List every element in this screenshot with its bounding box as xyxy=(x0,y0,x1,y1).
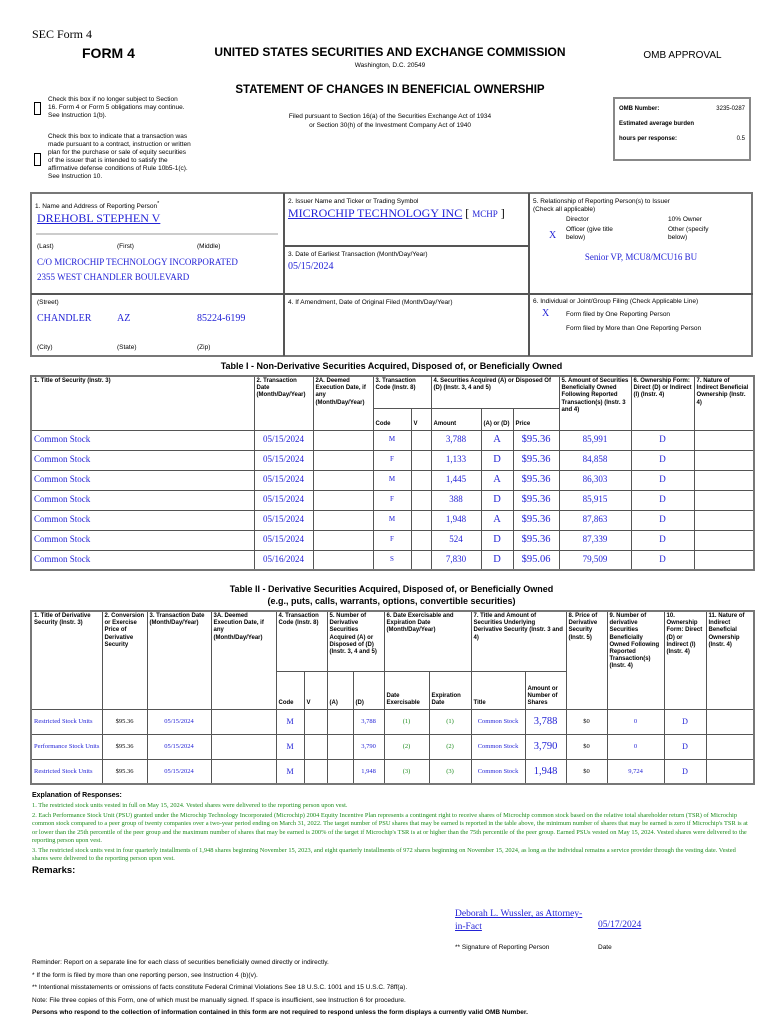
column-header: 2. Conversion or Exercise Price of Derivative Security xyxy=(102,611,147,709)
omb-hours-label: hours per response: xyxy=(619,136,678,142)
cell[interactable]: Restricted Stock Units xyxy=(31,709,102,734)
cell[interactable]: Common Stock xyxy=(31,510,254,530)
explanation-title: Explanation of Responses: xyxy=(32,792,122,799)
cell xyxy=(706,759,754,784)
column-header: Price xyxy=(513,408,559,430)
cell: D xyxy=(664,759,706,784)
cell: D xyxy=(481,530,513,550)
cell: D xyxy=(631,490,694,510)
cell: 05/15/2024 xyxy=(254,450,313,470)
cell xyxy=(411,470,431,490)
cell xyxy=(706,709,754,734)
column-header: Expiration Date xyxy=(429,671,471,709)
filed-line-1: Filed pursuant to Section 16(a) of the Securities Exchange Act of 1934 xyxy=(288,113,492,120)
rule-10b5-text: Check this box to indicate that a transaction was made pursuant to a contract, instruction or written plan for the purchase or sale of equity securities of the issuer that is intended to satisfy the affirmative defense conditions of Rule 10b5-1(c). See Instruction 10. xyxy=(48,133,191,180)
cell: M xyxy=(373,430,411,450)
form-number: FORM 4 xyxy=(82,45,135,61)
zip-label: (Zip) xyxy=(197,344,211,351)
cell: 1,948 xyxy=(525,759,566,784)
cell: M xyxy=(373,510,411,530)
cell: 9,724 xyxy=(607,759,664,784)
box2-label: 2. Issuer Name and Ticker or Trading Symbol xyxy=(288,198,419,205)
cell: 05/15/2024 xyxy=(254,470,313,490)
cell: $95.36 xyxy=(513,510,559,530)
cell: 3,788 xyxy=(525,709,566,734)
box1-label: 1. Name and Address of Reporting Person* xyxy=(35,201,160,211)
sec-form-label: SEC Form 4 xyxy=(32,27,93,41)
cell: F xyxy=(373,490,411,510)
cell: 3,790 xyxy=(525,734,566,759)
cell xyxy=(411,510,431,530)
cell: M xyxy=(276,734,304,759)
cell: $95.36 xyxy=(102,734,147,759)
cell: D xyxy=(664,709,706,734)
cell xyxy=(304,759,327,784)
column-header: Amount or Number of Shares xyxy=(525,671,566,709)
signature-link[interactable]: Deborah L. Wussler, as Attorney-in-Fact xyxy=(455,909,583,932)
cell: 524 xyxy=(431,530,481,550)
column-header: (D) xyxy=(353,671,384,709)
footer-notes xyxy=(32,957,752,1020)
column-header: 8. Price of Derivative Security (Instr. 5) xyxy=(566,611,607,709)
table-row xyxy=(31,759,754,784)
cell: $95.36 xyxy=(102,759,147,784)
cell xyxy=(411,490,431,510)
cell: 87,863 xyxy=(559,510,631,530)
footnote: 2. Each Performance Stock Unit (PSU) granted under the Microchip Technology Incorporated (Microchip) 2004 Equity Incentive Plan represents a contingent right to receive shares of Microchip common stock based on the relative total shareholder return (TSR) of Microchip common stock compared to a peer group of twenty companies over a two-year period ending on March 31, 2022. The target number of PSU shares that may be earned is reported in the table above, the minimum number of shares that may be earned is zero if Microchip's TSR is at or lower than the 25th percentile of the peer group and the maximum number of shares that may be earned is 200% of the target if Microchip's TSR is at or higher than the 75th percentile of the peer group. Earned PSUs vested on May 15, 2024. Vested shares were delivered to the reporting person upon vest. xyxy=(32,812,748,844)
cell xyxy=(304,709,327,734)
footnote: 3. The restricted stock units vest in four quarterly installments of 1,948 shares beginning November 15, 2023, and eight quarterly installments of 972 shares beginning on November 15, 2024, as long as the individual remains a service provider through the vesting date. Vested shares were delivered to the reporting person upon vest. xyxy=(32,847,736,863)
column-header: V xyxy=(304,671,327,709)
column-header: 4. Transaction Code (Instr. 8) xyxy=(276,611,327,671)
cell: D xyxy=(631,550,694,570)
column-header: 1. Title of Derivative Security (Instr. 3) xyxy=(31,611,102,709)
footer-line: Reminder: Report on a separate line for each class of securities beneficially owned directly or indirectly. xyxy=(32,959,329,966)
cell: 05/15/2024 xyxy=(147,759,211,784)
cell: A xyxy=(481,510,513,530)
cell: (1) xyxy=(384,709,429,734)
table-row xyxy=(31,430,754,450)
cell xyxy=(313,430,373,450)
director-option[interactable]: Director xyxy=(566,216,589,223)
cell: (1) xyxy=(429,709,471,734)
statement-title: STATEMENT OF CHANGES IN BENEFICIAL OWNERSHIP xyxy=(235,84,545,96)
box3-label: 3. Date of Earliest Transaction (Month/Day/Year) xyxy=(288,251,428,258)
cell: D xyxy=(664,734,706,759)
cell: 86,303 xyxy=(559,470,631,490)
cell: D xyxy=(481,550,513,570)
cell: $95.36 xyxy=(513,530,559,550)
cell: $0 xyxy=(566,709,607,734)
cell[interactable]: Common Stock xyxy=(31,450,254,470)
column-header: 6. Date Exercisable and Expiration Date (Month/Day/Year) xyxy=(384,611,471,671)
cell xyxy=(694,510,754,530)
cell: Common Stock xyxy=(471,759,525,784)
cell: 1,948 xyxy=(431,510,481,530)
cell: 1,948 xyxy=(353,759,384,784)
table-row xyxy=(31,734,754,759)
cell: 85,991 xyxy=(559,430,631,450)
column-header: Amount xyxy=(431,408,481,430)
column-header: 11. Nature of Indirect Beneficial Ownership (Instr. 4) xyxy=(706,611,754,709)
cell: 3,790 xyxy=(353,734,384,759)
last-label: (Last) xyxy=(37,243,54,250)
cell[interactable]: Common Stock xyxy=(31,430,254,450)
signature-block xyxy=(455,908,715,954)
cell: D xyxy=(631,430,694,450)
column-header: 2. Transaction Date (Month/Day/Year) xyxy=(254,376,313,430)
cell[interactable]: Common Stock xyxy=(31,550,254,570)
cell: D xyxy=(481,490,513,510)
zip: 85224-6199 xyxy=(197,313,246,324)
cell: Common Stock xyxy=(471,734,525,759)
column-header: 3A. Deemed Execution Date, if any (Month/Day/Year) xyxy=(211,611,276,709)
cell xyxy=(313,470,373,490)
table2-title: Table II - Derivative Securities Acquired, Disposed of, or Beneficially Owned (e.g., puts, calls, warrants, options, convertible securities) xyxy=(229,584,554,606)
cell: 0 xyxy=(607,709,664,734)
cell xyxy=(304,734,327,759)
table-row xyxy=(31,709,754,734)
cell: (2) xyxy=(429,734,471,759)
cell: M xyxy=(276,759,304,784)
table-row xyxy=(31,510,754,530)
column-header: 5. Amount of Securities Beneficially Owned Following Reported Transaction(s) (Instr. 3 and 4) xyxy=(559,376,631,430)
column-header: 4. Securities Acquired (A) or Disposed Of (D) (Instr. 3, 4 and 5) xyxy=(431,376,559,408)
reporting-person-name-link[interactable]: DREHOBL STEPHEN V xyxy=(37,211,161,225)
column-header: 7. Title and Amount of Securities Underlying Derivative Security (Instr. 3 and 4) xyxy=(471,611,566,671)
cell: 05/15/2024 xyxy=(254,430,313,450)
cell xyxy=(411,550,431,570)
column-header: (A) xyxy=(327,671,353,709)
city-label: (City) xyxy=(37,344,53,351)
cell: 3,788 xyxy=(431,430,481,450)
ticker: MCHP xyxy=(472,209,498,219)
state: AZ xyxy=(117,313,131,324)
cell: $95.36 xyxy=(102,709,147,734)
cell[interactable]: Common Stock xyxy=(31,530,254,550)
column-header: Code xyxy=(373,408,411,430)
omb-approval-title: OMB APPROVAL xyxy=(643,50,722,61)
cell xyxy=(327,759,353,784)
earliest-transaction-date: 05/15/2024 xyxy=(288,261,334,272)
column-header: V xyxy=(411,408,431,430)
omb-burden-label: Estimated average burden xyxy=(619,121,695,127)
cell: 05/15/2024 xyxy=(254,530,313,550)
table-row xyxy=(31,470,754,490)
cell: 85,915 xyxy=(559,490,631,510)
cell: 87,339 xyxy=(559,530,631,550)
box5-label: 5. Relationship of Reporting Person(s) to Issuer (Check all applicable) xyxy=(533,198,670,213)
cell xyxy=(411,530,431,550)
commission-title: UNITED STATES SECURITIES AND EXCHANGE COMMISSION xyxy=(214,45,566,59)
cell[interactable]: Common Stock xyxy=(31,470,254,490)
cell: $95.36 xyxy=(513,450,559,470)
cell: M xyxy=(373,470,411,490)
cell xyxy=(411,430,431,450)
box4-label: 4. If Amendment, Date of Original Filed (Month/Day/Year) xyxy=(288,299,453,306)
commission-location: Washington, D.C. 20549 xyxy=(354,62,426,69)
cell: $95.06 xyxy=(513,550,559,570)
cell xyxy=(694,490,754,510)
cell xyxy=(313,530,373,550)
cell: D xyxy=(631,510,694,530)
column-header: Title xyxy=(471,671,525,709)
cell: A xyxy=(481,430,513,450)
cell[interactable]: Performance Stock Units xyxy=(31,734,102,759)
cell xyxy=(327,734,353,759)
omb-hours: 0.5 xyxy=(736,136,745,142)
cell: 05/16/2024 xyxy=(254,550,313,570)
cell: D xyxy=(631,530,694,550)
multi-person-option[interactable]: Form filed by More than One Reporting Person xyxy=(566,325,702,332)
cell xyxy=(694,450,754,470)
cell xyxy=(694,550,754,570)
cell: $95.36 xyxy=(513,430,559,450)
one-person-check-x[interactable]: X xyxy=(542,308,550,319)
derivative-table xyxy=(30,610,755,785)
table-row xyxy=(31,530,754,550)
explanation-section xyxy=(32,792,752,876)
state-label: (State) xyxy=(117,344,137,351)
other-option[interactable]: Other (specify below) xyxy=(668,226,709,241)
table-row xyxy=(31,450,754,470)
cell: $95.36 xyxy=(513,470,559,490)
cell: 84,858 xyxy=(559,450,631,470)
cell[interactable]: Common Stock xyxy=(31,490,254,510)
cell xyxy=(211,734,276,759)
ten-percent-owner-option[interactable]: 10% Owner xyxy=(668,216,702,223)
cell: $0 xyxy=(566,759,607,784)
cell xyxy=(411,450,431,470)
cell: 05/15/2024 xyxy=(147,709,211,734)
table-row xyxy=(31,490,754,510)
footer-line: Note: File three copies of this Form, one of which must be manually signed. If space is insufficient, see Instruction 6 for procedure. xyxy=(32,996,406,1004)
cell: 05/15/2024 xyxy=(254,490,313,510)
cell: (2) xyxy=(384,734,429,759)
footer-line: * If the form is filed by more than one reporting person, see Instruction 4 (b)(v). xyxy=(32,971,258,979)
cell xyxy=(211,709,276,734)
cell: $0 xyxy=(566,734,607,759)
remarks-title: Remarks: xyxy=(32,865,76,877)
cell: A xyxy=(481,470,513,490)
cell xyxy=(694,470,754,490)
cell: 05/15/2024 xyxy=(147,734,211,759)
cell xyxy=(313,490,373,510)
footer-line: ** Intentional misstatements or omissions of facts constitute Federal Criminal Violations See 18 U.S.C. 1001 and 15 U.S.C. 78ff(a). xyxy=(32,984,408,991)
cell: 7,830 xyxy=(431,550,481,570)
cell xyxy=(706,734,754,759)
column-header: (A) or (D) xyxy=(481,408,513,430)
middle-label: (Middle) xyxy=(197,243,221,250)
officer-check-x[interactable]: X xyxy=(549,230,557,241)
cell xyxy=(313,450,373,470)
box6-label: 6. Individual or Joint/Group Filing (Check Applicable Line) xyxy=(533,298,699,305)
column-header: 9. Number of derivative Securities Beneficially Owned Following Reported Transaction(s) (Instr. 4) xyxy=(607,611,664,709)
cell: 3,788 xyxy=(353,709,384,734)
footnote: 1. The restricted stock units vested in full on May 15, 2024. Vested shares were delivered to the reporting person upon vest. xyxy=(32,802,348,809)
officer-title: Senior VP, MCU8/MCU16 BU xyxy=(584,252,698,262)
no-longer-subject-text: Check this box if no longer subject to Section 16. Form 4 or Form 5 obligations may continue. See Instruction 1(b). xyxy=(48,96,185,119)
cell xyxy=(694,430,754,450)
address-line-2: 2355 WEST CHANDLER BOULEVARD xyxy=(37,272,190,282)
cell xyxy=(327,709,353,734)
cell: D xyxy=(631,470,694,490)
cell: M xyxy=(276,709,304,734)
column-header: Date Exercisable xyxy=(384,671,429,709)
one-person-option[interactable]: Form filed by One Reporting Person xyxy=(566,311,671,318)
filed-pursuant xyxy=(200,112,580,130)
city: CHANDLER xyxy=(37,313,92,324)
omb-number: 3235-0287 xyxy=(716,106,745,112)
column-header: Code xyxy=(276,671,304,709)
table1-title: Table I - Non-Derivative Securities Acquired, Disposed of, or Beneficially Owned xyxy=(220,361,563,371)
cell: 388 xyxy=(431,490,481,510)
omb-box xyxy=(613,97,751,161)
omb-number-label: OMB Number: xyxy=(619,106,660,112)
footer-line: Persons who respond to the collection of information contained in this form are not required to respond unless the form displays a currently valid OMB Number. xyxy=(32,1009,528,1016)
cell: D xyxy=(481,450,513,470)
column-header: 5. Number of Derivative Securities Acquired (A) or Disposed of (D) (Instr. 3, 4 and 5) xyxy=(327,611,384,671)
column-header: 2A. Deemed Execution Date, if any (Month/Day/Year) xyxy=(313,376,373,430)
address-line-1: C/O MICROCHIP TECHNOLOGY INCORPORATED xyxy=(37,257,238,267)
non-derivative-table xyxy=(30,375,755,571)
cell: S xyxy=(373,550,411,570)
cell: 1,133 xyxy=(431,450,481,470)
cell: 05/15/2024 xyxy=(254,510,313,530)
column-header: 3. Transaction Date (Month/Day/Year) xyxy=(147,611,211,709)
cell: (3) xyxy=(429,759,471,784)
column-header: 10. Ownership Form: Direct (D) or Indirect (I) (Instr. 4) xyxy=(664,611,706,709)
no-longer-subject-checkbox[interactable] xyxy=(34,102,41,115)
cell: Common Stock xyxy=(471,709,525,734)
column-header: 6. Ownership Form: Direct (D) or Indirect (I) (Instr. 4) xyxy=(631,376,694,430)
cell[interactable]: Restricted Stock Units xyxy=(31,759,102,784)
issuer: MICROCHIP TECHNOLOGY INC [ MCHP ] xyxy=(288,206,505,220)
cell xyxy=(694,530,754,550)
filed-line-2: or Section 30(h) of the Investment Company Act of 1940 xyxy=(309,122,471,129)
column-header: 3. Transaction Code (Instr. 8) xyxy=(373,376,431,408)
cell: 79,509 xyxy=(559,550,631,570)
date-label: Date xyxy=(598,944,612,951)
cell: F xyxy=(373,450,411,470)
cell xyxy=(211,759,276,784)
officer-option[interactable]: Officer (give title below) xyxy=(566,226,613,241)
table-row xyxy=(31,550,754,570)
cell: 1,445 xyxy=(431,470,481,490)
first-label: (First) xyxy=(117,243,134,250)
cell: F xyxy=(373,530,411,550)
cell: D xyxy=(631,450,694,470)
signature-date: 05/17/2024 xyxy=(598,920,642,930)
cell: (3) xyxy=(384,759,429,784)
column-header: 7. Nature of Indirect Beneficial Ownership (Instr. 4) xyxy=(694,376,754,430)
cell xyxy=(313,550,373,570)
rule-10b5-checkbox[interactable] xyxy=(34,153,41,166)
cell: 0 xyxy=(607,734,664,759)
cell xyxy=(313,510,373,530)
street-label: (Street) xyxy=(37,299,59,306)
issuer-name-link[interactable]: MICROCHIP TECHNOLOGY INC xyxy=(288,206,463,220)
cell: $95.36 xyxy=(513,490,559,510)
column-header: 1. Title of Security (Instr. 3) xyxy=(31,376,254,430)
signature-label: ** Signature of Reporting Person xyxy=(455,944,550,951)
